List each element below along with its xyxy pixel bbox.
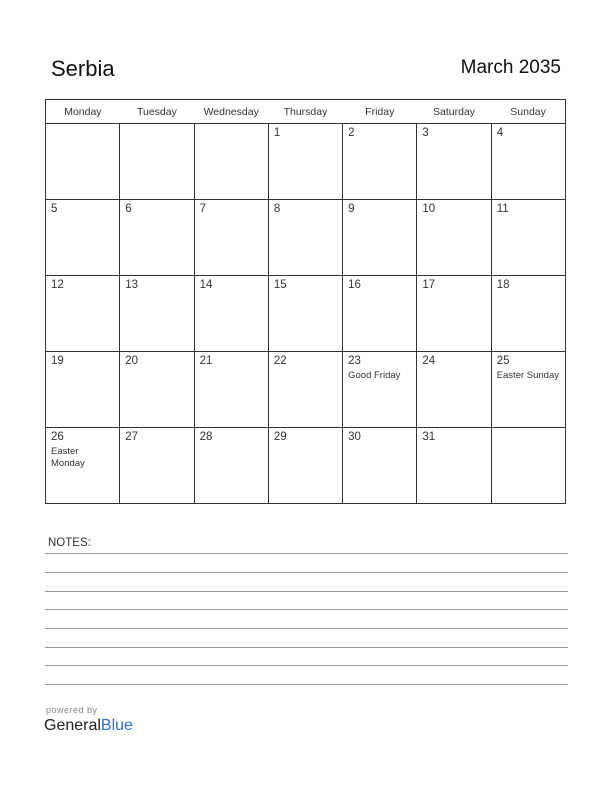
note-line	[45, 553, 568, 554]
day-cell	[491, 276, 565, 352]
day-number: 18	[496, 279, 510, 291]
day-cell	[417, 124, 491, 200]
week-row	[46, 352, 566, 428]
brand-logo	[44, 717, 133, 735]
day-cell	[194, 352, 268, 428]
day-number: 22	[273, 355, 287, 367]
day-number: 8	[273, 203, 281, 215]
day-cell	[268, 276, 342, 352]
day-cell	[343, 276, 417, 352]
holiday-label: Good Friday	[348, 370, 401, 381]
calendar-grid	[45, 99, 566, 504]
weekday-header: Friday	[343, 100, 417, 124]
day-cell	[343, 428, 417, 504]
day-cell	[491, 352, 565, 428]
note-line	[45, 572, 568, 573]
note-line	[45, 591, 568, 592]
day-cell	[268, 352, 342, 428]
day-cell	[46, 428, 120, 504]
day-cell	[417, 352, 491, 428]
day-number: 15	[273, 279, 287, 291]
holiday-label: Easter Sunday	[496, 370, 560, 381]
weekday-header-row	[46, 100, 566, 124]
note-line	[45, 609, 568, 610]
day-number: 26	[51, 431, 64, 443]
day-cell	[268, 124, 342, 200]
day-number: 11	[496, 203, 509, 215]
note-line	[45, 647, 568, 648]
day-number: 14	[199, 279, 213, 291]
day-number: 28	[199, 431, 213, 443]
day-cell	[343, 352, 417, 428]
day-number: 20	[125, 355, 139, 367]
day-cell	[343, 124, 417, 200]
weekday-header: Thursday	[268, 100, 342, 124]
day-number: 4	[496, 127, 504, 139]
day-cell	[120, 276, 194, 352]
day-number: 21	[199, 355, 213, 367]
day-cell	[120, 352, 194, 428]
day-cell	[194, 200, 268, 276]
week-row	[46, 200, 566, 276]
day-number: 29	[273, 431, 287, 443]
day-number: 3	[422, 127, 429, 139]
day-number: 27	[125, 431, 139, 443]
day-number: 12	[51, 279, 64, 291]
day-cell	[120, 428, 194, 504]
brand-general: General	[44, 717, 101, 734]
week-row	[46, 428, 566, 504]
powered-by-text: powered by	[46, 705, 98, 715]
day-number: 16	[348, 279, 361, 291]
brand-blue: Blue	[100, 717, 133, 734]
day-number: 30	[348, 431, 361, 443]
day-number: 23	[348, 355, 361, 367]
day-cell	[268, 200, 342, 276]
notes-label: NOTES:	[48, 537, 91, 549]
day-number: 1	[273, 127, 281, 139]
day-number: 24	[422, 355, 436, 367]
note-line	[45, 684, 568, 685]
day-cell	[491, 428, 565, 504]
day-number: 19	[51, 355, 64, 367]
day-cell	[46, 200, 120, 276]
weekday-header: Saturday	[417, 100, 491, 124]
day-cell	[491, 124, 565, 200]
day-cell	[120, 124, 194, 200]
day-number: 13	[125, 279, 139, 291]
day-cell	[417, 200, 491, 276]
day-number: 25	[496, 355, 510, 367]
weekday-header: Sunday	[491, 100, 565, 124]
month-year-title: March 2035	[460, 57, 561, 78]
day-number: 6	[125, 203, 132, 215]
note-line	[45, 665, 568, 666]
day-number: 31	[422, 431, 436, 443]
day-cell	[194, 124, 268, 200]
holiday-label: Easter Monday	[51, 446, 85, 469]
day-number: 5	[51, 203, 58, 215]
day-cell	[120, 200, 194, 276]
week-row	[46, 276, 566, 352]
day-number: 10	[422, 203, 436, 215]
day-cell	[417, 428, 491, 504]
note-line	[45, 628, 568, 629]
day-cell	[343, 200, 417, 276]
day-cell	[46, 124, 120, 200]
country-title: Serbia	[51, 56, 115, 81]
day-cell	[46, 352, 120, 428]
day-cell	[46, 276, 120, 352]
day-number: 7	[199, 203, 206, 215]
day-cell	[194, 276, 268, 352]
day-number: 9	[348, 203, 355, 215]
day-cell	[268, 428, 342, 504]
day-cell	[417, 276, 491, 352]
weekday-header: Tuesday	[120, 100, 194, 124]
day-number: 17	[422, 279, 436, 291]
day-cell	[491, 200, 565, 276]
weekday-header: Wednesday	[194, 100, 268, 124]
day-number: 2	[348, 127, 355, 139]
week-row	[46, 124, 566, 200]
day-cell	[194, 428, 268, 504]
weekday-header: Monday	[46, 100, 120, 124]
